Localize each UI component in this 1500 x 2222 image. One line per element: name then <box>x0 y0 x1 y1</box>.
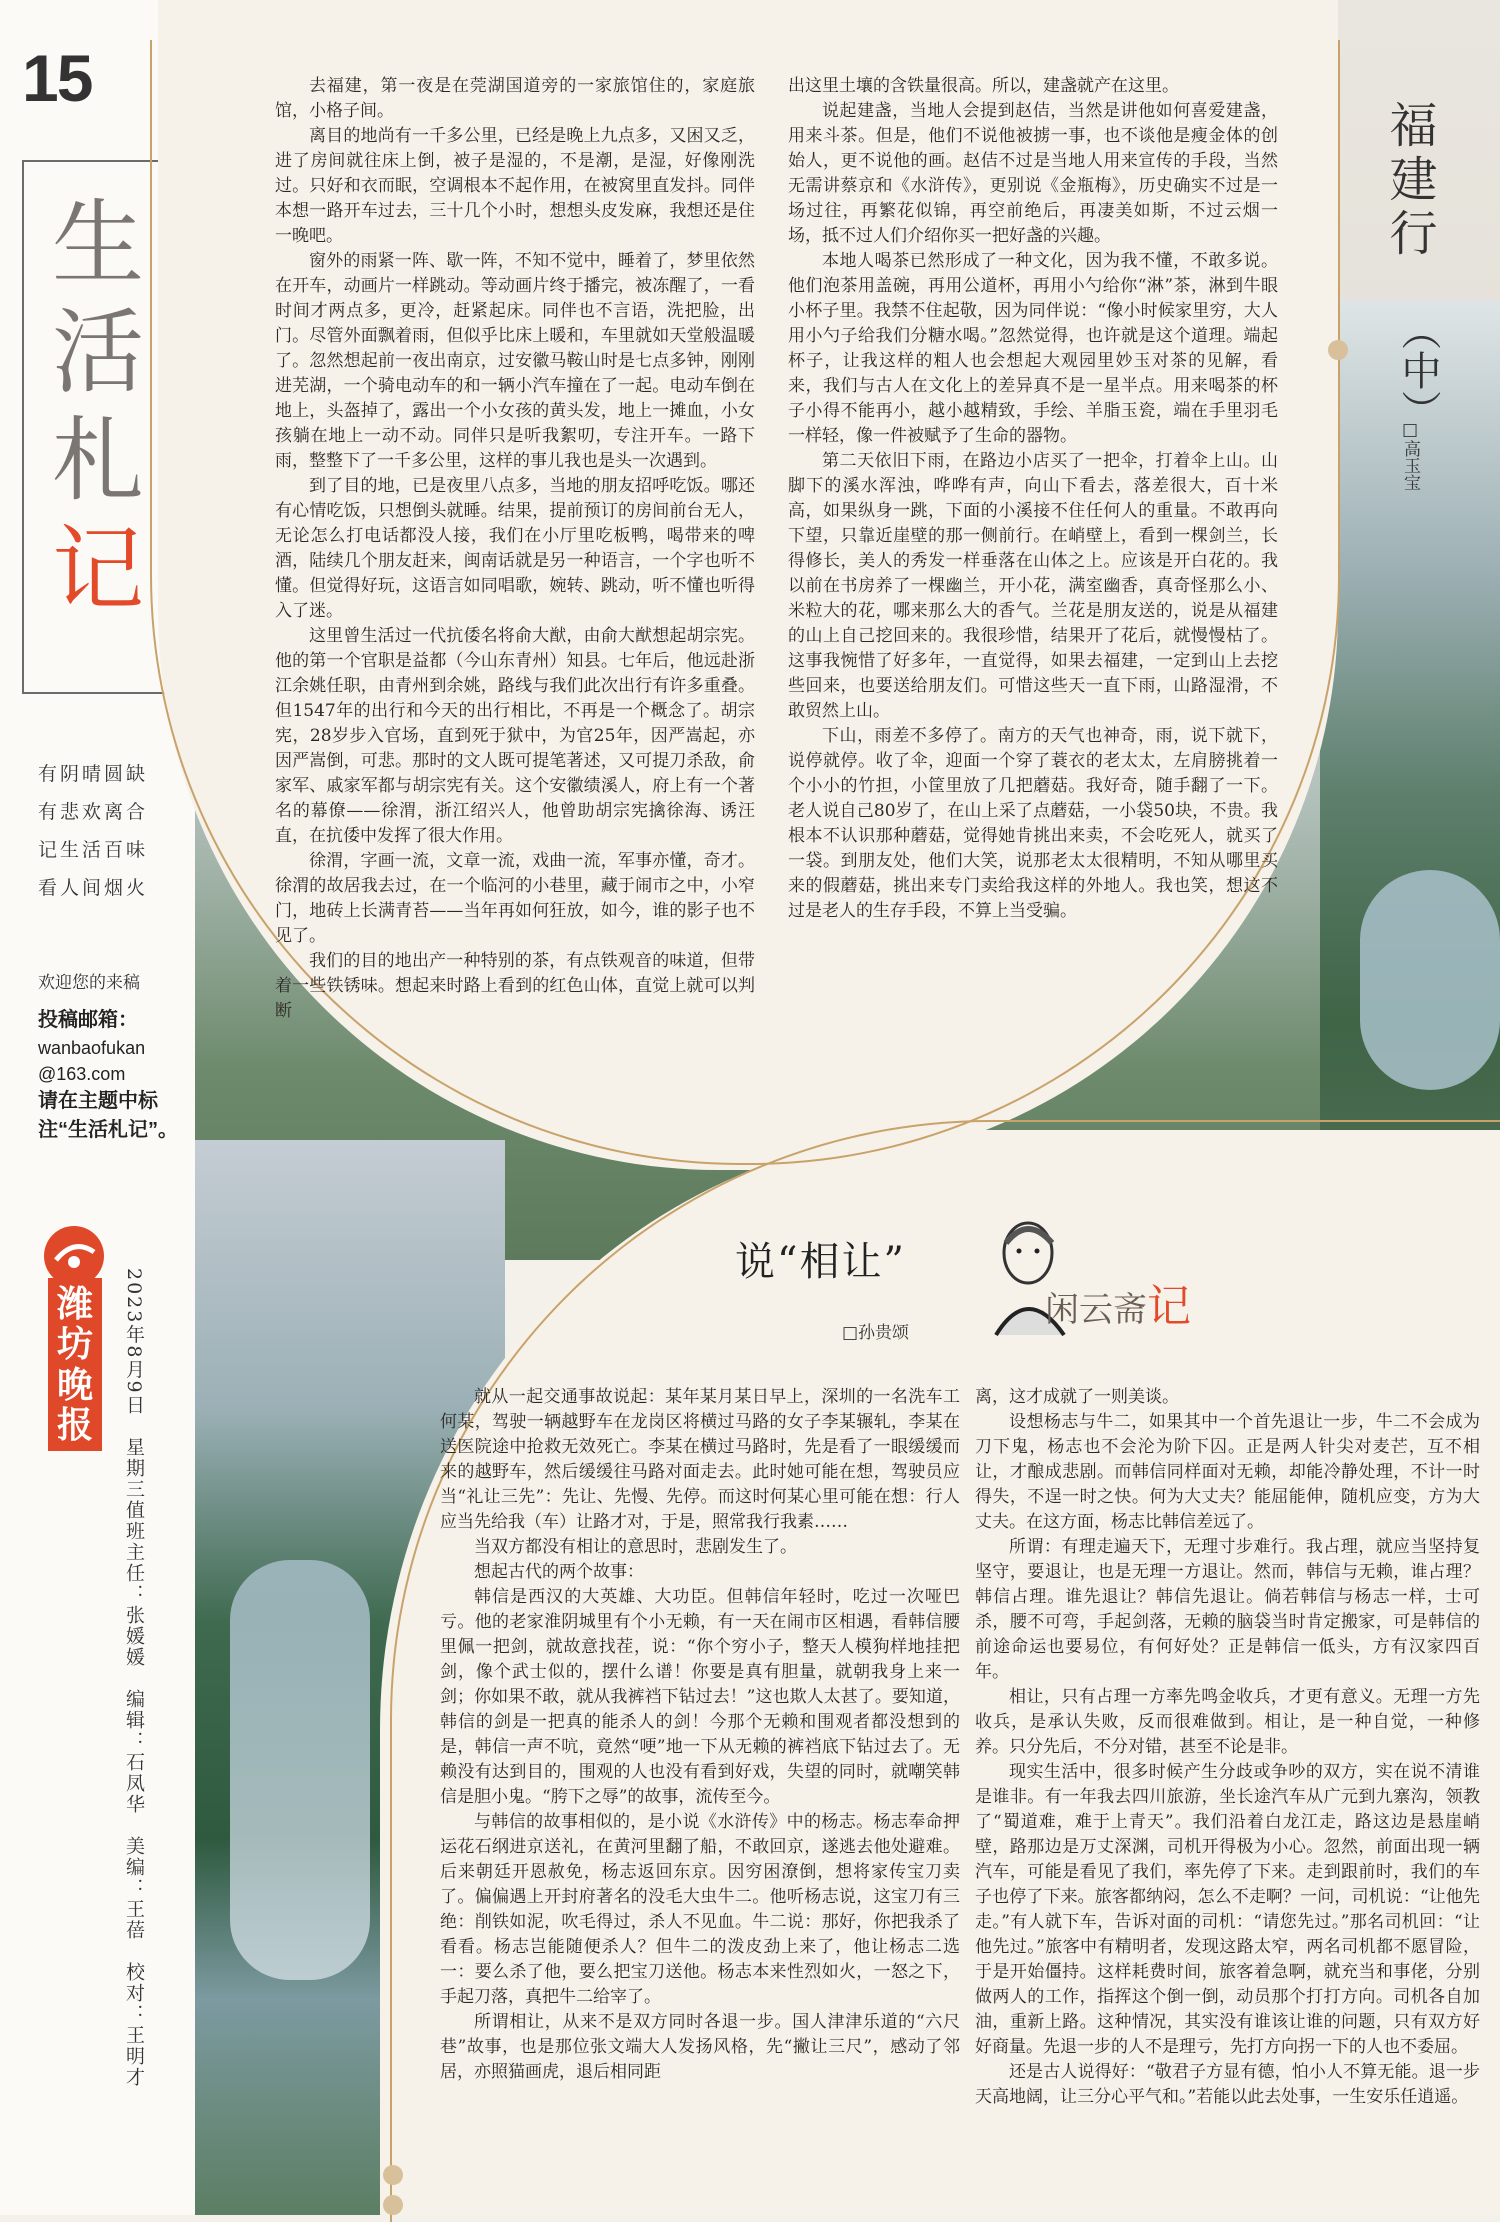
paragraph: 我们的目的地出产一种特别的茶，有点铁观音的味道，但带着一些铁锈味。想起来时路上看到的红色山体，直觉上就可以判断 <box>275 951 755 1021</box>
article2-column-2 <box>975 1385 1480 2185</box>
motto-line: 看人间烟火 <box>38 877 149 899</box>
paragraph: 现实生活中，很多时候产生分歧或争吵的双方，实在说不清谁是谁非。有一年我去四川旅游，坐长途汽车从广元到九寨沟，领教了“蜀道难，难于上青天”。我们沿着白龙江走，路这边是悬崖峭壁，路那边是万丈深渊，司机开得极为小心。忽然，前面出现一辆汽车，可能是看见了我们，率先停了下来。走到跟前时，我们的车子也停了下来。旅客都纳闷，怎么不走啊？一问，司机说：“让他先走。”有人就下车，告诉对面的司机：“请您先过。”那名司机回：“让他先过。”旅客中有精明者，发现这路太窄，两名司机都不愿冒险，于是开始僵持。这样耗费时间，旅客着急啊，就充当和事佬，分别做两人的工作，指挥这个倒一倒，动员那个打打方向。司机各自加油，重新上路。这种情况，其实没有谁该让谁的问题，只有双方好好商量。先退一步的人不是理亏，先打方向拐一下的人也不委屈。 <box>975 1762 1480 2057</box>
paragraph: 窗外的雨紧一阵、歇一阵，不知不觉中，睡着了，梦里依然在开车，动画片一样跳动。等动画片终于播完，被冻醒了，一看时间才两点多，更冷，赶紧起床。同伴也不言语，洗把脸，出门。尽管外面飘着雨，但似乎比床上暖和，车里就如天堂般温暖了。忽然想起前一夜出南京，过安徽马鞍山时是七点多钟，刚刚进芜湖，一个骑电动车的和一辆小汽车撞在了一起。电动车倒在地上，头盔掉了，露出一个小女孩的黄头发，地上一摊血，小女孩躺在地上一动不动。同伴只是听我絮叨，专注开车。一路下雨，整整下了一千多公里，这样的事儿我也是头一次遇到。 <box>275 251 755 471</box>
newspaper-name <box>48 1278 102 1451</box>
submit-email-1: wanbaofukan <box>38 1038 146 1058</box>
article1-subtitle: （中） <box>1395 310 1441 430</box>
paragraph: 徐渭，字画一流，文章一流，戏曲一流，军事亦懂，奇才。徐渭的故居我去过，在一个临河的小巷里，藏于闹市之中，小窄门，地砖上长满青苔——当年再如何狂放，如今，谁的影子也不见了。 <box>275 851 755 946</box>
paragraph: 所谓：有理走遍天下，无理寸步难行。我占理，就应当坚持复坚守，要退让，也是无理一方退让。然而，韩信与无赖，谁占理？韩信占理。谁先退让？韩信先退让。倘若韩信与杨志一样，士可杀，腰不可弯，手起剑落，无赖的脑袋当时肯定搬家，可是韩信的前途命运也要易位，有何好处？正是韩信一低头，方有汉家四百年。 <box>975 1537 1480 1682</box>
column-name <box>1045 1270 1191 1334</box>
section-title <box>42 190 154 624</box>
paragraph: 这里曾生活过一代抗倭名将俞大猷，由俞大猷想起胡宗宪。他的第一个官职是益都（今山东青州）知县。七年后，他远赴浙江余姚任职，由青州到余姚，路线与我们此次出行有许多重叠。但1547年的出行和今天的出行相比，不再是一个概念了。胡宗宪，28岁步入官场，直到死于狱中，为官25年，因严嵩起，亦因严嵩倒，可悲。那时的文人既可提笔著述，又可提刀杀敌，俞家军、戚家军都与胡宗宪有关。这个安徽绩溪人，府上有一个著名的幕僚——徐渭，浙江绍兴人，他曾助胡宗宪擒徐海、诱汪直，在抗倭中发挥了很大作用。 <box>275 626 755 846</box>
paragraph: 还是古人说得好：“敬君子方显有德，怕小人不算无能。退一步天高地阔，让三分心平气和。”若能以此去处事，一生安乐任逍遥。 <box>975 2062 1480 2107</box>
paragraph: 第二天依旧下雨，在路边小店买了一把伞，打着伞上山。山脚下的溪水浑浊，哗哗有声，向山下看去，落差很大，百十米高，如果纵身一跳，下面的小溪接不住任何人的重量。不敢再向下望，只靠近崖壁的那一侧前行。在峭壁上，看到一棵剑兰，长得修长，美人的秀发一样垂落在山体之上。应该是开白花的。我以前在书房养了一棵幽兰，开小花，满室幽香，真奇怪那么小、米粒大的花，哪来那么大的香气。兰花是朋友送的，说是从福建的山上自己挖回来的。我很珍惜，结果开了花后，就慢慢枯了。这事我惋惜了好多年，一直觉得，如果去福建，一定到山上去挖些回来，也要送给朋友们。可惜这些天一直下雨，山路湿滑，不敢贸然上山。 <box>788 451 1278 721</box>
river-shape <box>230 1560 370 1980</box>
article1-column-2 <box>788 74 1278 1064</box>
lake-shape <box>1360 870 1500 1090</box>
article1-author: □高玉宝 <box>1400 420 1420 491</box>
paragraph: 想起古代的两个故事： <box>474 1562 644 1582</box>
paper-name-char: 报 <box>56 1403 93 1445</box>
section-motto <box>38 755 168 907</box>
staff-credits: 值班主任：张媛媛 编辑：石凤华 美编：王蓓 校对：王明才 <box>123 1500 145 2088</box>
article1-title: 福建行 <box>1381 100 1437 262</box>
paragraph: 出这里土壤的含铁量很高。所以，建盏就产在这里。 <box>788 76 1179 96</box>
submit-note: 请在主题中标注“生活札记”。 <box>38 1090 178 1142</box>
column-name-accent: 记 <box>1147 1281 1191 1332</box>
motto-line: 有阴晴圆缺 <box>38 763 149 785</box>
decorative-dot <box>383 2195 403 2215</box>
paragraph: 离，这才成就了一则美谈。 <box>975 1387 1179 1407</box>
newspaper-logo-icon <box>44 1226 104 1286</box>
article1-column-1 <box>275 74 755 1064</box>
paragraph: 就从一起交通事故说起：某年某月某日早上，深圳的一名洗车工何某，驾驶一辆越野车在龙岗区将横过马路的女子李某辗轧，李某在送医院途中抢救无效死亡。李某在横过马路时，先是看了一眼缓缓而来的越野车，然后缓缓往马路对面走去。此时她可能在想，驾驶员应当“礼让三先”：先让、先慢、先停。而这时何某心里可能在想：行人应当先给我（车）让路才对，于是，照常我行我素…… <box>440 1387 960 1532</box>
decorative-dot <box>383 2165 403 2185</box>
column-name-text: 闲云斋 <box>1045 1290 1147 1330</box>
paper-name-char: 潍 <box>56 1283 93 1324</box>
paragraph: 韩信是西汉的大英雄、大功臣。但韩信年轻时，吃过一次哑巴亏。他的老家淮阴城里有个小无赖，有一天在闹市区相遇，看韩信腰里佩一把剑，就故意找茬，说：“你个穷小子，整天人模狗样地挂把剑，像个武士似的，摆什么谱！你要是真有胆量，就朝我身上来一剑；你如果不敢，就从我裤裆下钻过去！”这也欺人太甚了。要知道，韩信的剑是一把真的能杀人的剑！今那个无赖和围观者都没想到的是，韩信一声不吭，竟然“哽”地一下从无赖的裤裆底下钻过去了。无赖没有达到目的，围观的人也没有看到好戏，失望的同时，就嘲笑韩信是胆小鬼。“胯下之辱”的故事，流传至今。 <box>440 1587 960 1807</box>
paragraph: 所谓相让，从来不是双方同时各退一步。国人津津乐道的“六尺巷”故事，也是那位张文端大人发扬风格，先“撇让三尺”，感动了邻居，亦照猫画虎，退后相同距 <box>440 2012 960 2082</box>
page-number: 15 <box>22 41 92 115</box>
article2-column-1 <box>440 1385 960 2185</box>
submit-email-2: @163.com <box>38 1064 126 1085</box>
motto-line: 有悲欢离合 <box>38 801 149 823</box>
section-title-char: 札 <box>51 407 144 515</box>
paragraph: 本地人喝茶已然形成了一种文化，因为我不懂，不敢多说。他们泡茶用盖碗，再用公道杯，再用小勺给你“淋”茶，淋到牛眼小杯子里。我禁不住起敬，因为同伴说：“像小时候家里穷，大人用小勺子给我们分糖水喝。”忽然觉得，也许就是这个道理。端起杯子，让我这样的粗人也会想起大观园里妙玉对茶的见解，看来，我们与古人在文化上的差异真不是一星半点。用来喝茶的杯子小得不能再小，越小越精致，手绘、羊脂玉瓷，端在手里羽毛一样轻，像一件被赋予了生命的器物。 <box>788 251 1278 446</box>
article2-title: 说“相让” <box>735 1239 906 1285</box>
paragraph: 设想杨志与牛二，如果其中一个首先退让一步，牛二不会成为刀下鬼，杨志也不会沦为阶下囚。正是两人针尖对麦芒，互不相让，才酿成悲剧。而韩信同样面对无赖，却能冷静处理，不计一时得失，不逞一时之快。何为大丈夫？能屈能伸，随机应变，方为大丈夫。在这方面，杨志比韩信差远了。 <box>975 1412 1480 1532</box>
section-title-char: 记 <box>51 515 144 623</box>
paragraph: 到了目的地，已是夜里八点多，当地的朋友招呼吃饭。哪还有心情吃饭，只想倒头就睡。结果，提前预订的房间前台无人，无论怎么打电话都没人接，我们在小厅里吃板鸭，喝带来的啤酒，陆续几个朋友赶来，闽南话就是另一种语言，一个字也听不懂。但觉得好玩，这语言如同唱歌，婉转、跳动，听不懂也听得入了迷。 <box>275 476 755 621</box>
paper-name-char: 坊 <box>56 1323 93 1365</box>
paragraph: 离目的地尚有一千多公里，已经是晚上九点多，又困又乏，进了房间就往床上倒，被子是湿的，不是潮，是湿，好像刚洗过。只好和衣而眠，空调根本不起作用，在被窝里直发抖。同伴本想一路开车过去，三十几个小时，想想头皮发麻，我想还是住一晚吧。 <box>275 126 755 246</box>
submission-info <box>38 1006 178 1145</box>
paragraph: 去福建，第一夜是在莞湖国道旁的一家旅馆住的，家庭旅馆，小格子间。 <box>275 76 755 121</box>
section-title-char: 生 <box>51 190 144 297</box>
paragraph: 与韩信的故事相似的，是小说《水浒传》中的杨志。杨志奉命押运花石纲进京送礼，在黄河里翻了船，不敢回京，遂逃去他处避难。后来朝廷开恩赦免，杨志返回东京。因穷困潦倒，想将家传宝刀卖了。偏偏遇上开封府著名的没毛大虫牛二。他听杨志说，这宝刀有三绝：削铁如泥，吹毛得过，杀人不见血。牛二说：那好，你把我杀了看看。杨志岂能随便杀人？但牛二的泼皮劲上来了，他让杨志二选一：要么杀了他，要么把宝刀送他。杨志本来性烈如火，一怒之下，手起刀落，真把牛二给宰了。 <box>440 1812 960 2007</box>
paragraph: 相让，只有占理一方率先鸣金收兵，才更有意义。无理一方先收兵，是承认失败，反而很难做到。相让，是一种自觉，一种修养。只分先后，不分对错，甚至不论是非。 <box>975 1687 1480 1757</box>
issue-date: 2023年8月9日 星期三 <box>123 1268 145 1500</box>
paper-name-char: 晚 <box>56 1363 93 1405</box>
paragraph: 说起建盏，当地人会提到赵佶，当然是讲他如何喜爱建盏，用来斗茶。但是，他们不说他被掳一事，也不谈他是瘦金体的创始人，更不说他的画。赵佶不过是当地人用来宣传的手段，当然无需讲蔡京和《水浒传》，更别说《金瓶梅》，历史确实不过是一场过往，再繁花似锦，再空前绝后，再凄美如斯，不过云烟一场，抵不过人们介绍你买一把好盏的兴趣。 <box>788 101 1278 246</box>
section-title-char: 活 <box>51 298 144 406</box>
motto-line: 记生活百味 <box>38 839 149 861</box>
article2-author: □孙贵颂 <box>842 1323 910 1343</box>
logo-swirl-icon <box>44 1226 104 1286</box>
paragraph: 当双方都没有相让的意思时，悲剧发生了。 <box>474 1537 797 1557</box>
welcome-text: 欢迎您的来稿 <box>38 973 140 993</box>
decorative-dot <box>1328 340 1348 360</box>
submit-label: 投稿邮箱： <box>38 1009 138 1031</box>
paragraph: 下山，雨差不多停了。南方的天气也神奇，雨，说下就下，说停就停。收了伞，迎面一个穿了蓑衣的老太太，左肩膀挑着一个小小的竹担，小筐里放了几把蘑菇。我好奇，随手翻了一下。老人说自己80岁了，在山上采了点蘑菇，一小袋50块，不贵。我根本不认识那种蘑菇，觉得她肯挑出来卖，不会吃死人，就买了一袋。到朋友处，他们大笑，说那老太太很精明，不知从哪里买来的假蘑菇，挑出来专门卖给我这样的外地人。我也笑，想这不过是老人的生存手段，不算上当受骗。 <box>788 726 1278 921</box>
